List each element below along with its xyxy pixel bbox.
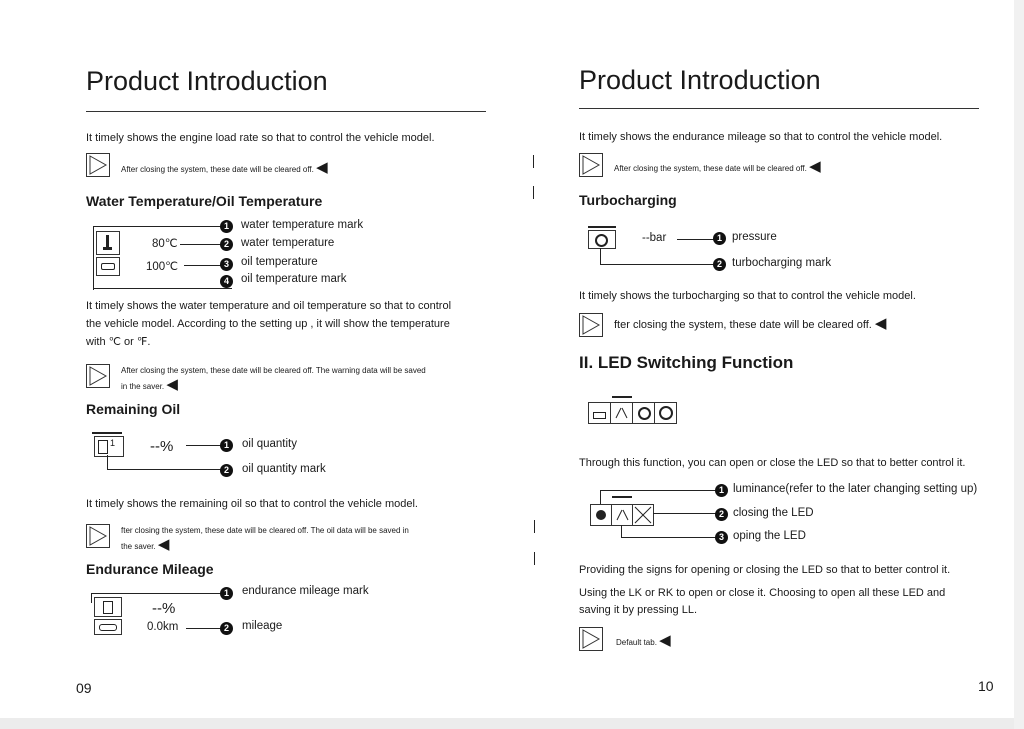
gutter-mark (533, 155, 534, 168)
remaining-oil-note-line-1: fter closing the system, these date will be cleared off. The oil data will be saved in (121, 526, 409, 535)
led-desc-line-3: Using the LK or RK to open or close it. Choosing to open all these LED and (579, 587, 946, 599)
endurance-value: --% (152, 600, 176, 617)
left-page-title: Product Introduction (86, 66, 328, 96)
water-oil-desc-line-1: It timely shows the water temperature and oil temperature so that to control (86, 300, 452, 312)
number-marker-1: 1 (220, 587, 233, 600)
remaining-oil-desc: It timely shows the remaining oil so that to control the vehicle model. (86, 498, 418, 510)
number-marker-2: 2 (220, 238, 233, 251)
label-oil-quantity: oil quantity (242, 438, 297, 450)
right-intro-text: It timely shows the endurance mileage so that to control the vehicle model. (579, 131, 943, 143)
number-marker-3: 3 (715, 531, 728, 544)
label-water-temperature-mark: water temperature mark (241, 219, 364, 231)
led-icon-strip (588, 396, 680, 426)
note-play-icon (86, 153, 110, 177)
triangle-marker-icon: ◀ (157, 536, 170, 553)
turbo-icon (588, 230, 616, 249)
number-marker-3: 3 (220, 258, 233, 271)
led-seat-icon (588, 402, 611, 424)
left-page-number: 09 (76, 680, 92, 696)
default-tab-note: Default tab. ◀ (616, 632, 671, 649)
label-water-temperature: water temperature (241, 237, 335, 249)
right-title-rule (579, 108, 979, 109)
led-desc-line-1: Through this function, you can open or close the LED so that to better control it. (579, 457, 966, 469)
triangle-marker-icon: ◀ (316, 159, 328, 176)
note-play-icon (579, 313, 603, 337)
led-fan-icon (632, 402, 655, 424)
fuel-pump-icon (94, 597, 122, 617)
right-page-number: 10 (978, 678, 994, 694)
remaining-oil-heading: Remaining Oil (86, 401, 181, 417)
led-opening-icon (632, 504, 654, 526)
turbocharging-note: fter closing the system, these date will be cleared off. ◀ (614, 315, 887, 332)
led-switching-heading: II. LED Switching Function (579, 353, 794, 372)
led-desc-line-4: saving it by pressing LL. (579, 604, 698, 616)
fuel-pump-icon: 1 (94, 436, 124, 457)
water-oil-desc-line-2: the vehicle model. According to the setting up , it will show the temperature (86, 318, 450, 330)
left-note-1: After closing the system, these date will be cleared off. ◀ (121, 159, 328, 176)
number-marker-2: 2 (220, 464, 233, 477)
gutter-mark (534, 520, 535, 533)
triangle-marker-icon: ◀ (166, 376, 178, 393)
right-note-1: After closing the system, these date will be cleared off. ◀ (614, 158, 821, 175)
number-marker-2: 2 (713, 258, 726, 271)
led-luminance-icon (590, 504, 612, 526)
pressure-value: --bar (642, 232, 667, 244)
label-oil-temperature: oil temperature (241, 256, 318, 268)
led-desc-line-2: Providing the signs for opening or closing the LED so that to better control it. (579, 564, 951, 576)
water-oil-note-line-2: in the saver. ◀ (121, 376, 178, 393)
label-oil-temperature-mark: oil temperature mark (241, 273, 347, 285)
label-endurance-mileage-mark: endurance mileage mark (242, 585, 369, 597)
label-opening-led: oping the LED (733, 530, 806, 542)
page-right-edge (1014, 0, 1024, 729)
oil-temperature-value: 100℃ (146, 261, 179, 273)
remaining-oil-diagram (86, 430, 386, 480)
label-mileage: mileage (242, 620, 283, 632)
note-play-icon (579, 627, 603, 651)
water-temperature-value: 80℃ (152, 238, 178, 250)
led-diagram (588, 482, 988, 547)
mileage-value: 0.0km (147, 621, 179, 633)
page-bottom-band (0, 718, 1024, 729)
turbocharging-desc: It timely shows the turbocharging so that to control the vehicle model. (579, 290, 916, 302)
endurance-mileage-heading: Endurance Mileage (86, 561, 214, 577)
label-turbocharging-mark: turbocharging mark (732, 257, 832, 269)
number-marker-1: 1 (220, 220, 233, 233)
led-switch-icon (610, 402, 633, 424)
gutter-mark (534, 552, 535, 565)
car-icon (94, 619, 122, 635)
triangle-marker-icon: ◀ (659, 632, 671, 649)
number-marker-1: 1 (715, 484, 728, 497)
note-play-icon (86, 364, 110, 388)
note-play-icon (86, 524, 110, 548)
turbocharging-diagram (586, 226, 886, 274)
left-intro-text: It timely shows the engine load rate so that to control the vehicle model. (86, 132, 435, 144)
water-temperature-icon (96, 231, 120, 255)
number-marker-1: 1 (713, 232, 726, 245)
water-oil-desc-line-3: with ℃ or ℉. (86, 336, 151, 348)
oil-quantity-value: --% (150, 438, 174, 455)
right-page-title: Product Introduction (579, 65, 821, 95)
number-marker-4: 4 (220, 275, 233, 288)
water-oil-diagram (86, 214, 466, 290)
triangle-marker-icon: ◀ (874, 315, 887, 332)
triangle-marker-icon: ◀ (809, 158, 821, 175)
remaining-oil-note-line-2: the saver. ◀ (121, 536, 170, 553)
gutter-mark (533, 186, 534, 199)
water-oil-note-line-1: After closing the system, these date will be cleared off. The warning data will be saved (121, 366, 426, 375)
label-oil-quantity-mark: oil quantity mark (242, 463, 326, 475)
number-marker-2: 2 (220, 622, 233, 635)
label-luminance: luminance(refer to the later changing setting up) (733, 483, 978, 495)
water-oil-heading: Water Temperature/Oil Temperature (86, 193, 323, 209)
label-pressure: pressure (732, 231, 777, 243)
number-marker-1: 1 (220, 439, 233, 452)
led-closing-icon (611, 504, 633, 526)
left-title-rule (86, 111, 486, 112)
endurance-mileage-diagram (86, 585, 406, 645)
led-gear-icon (654, 402, 677, 424)
oil-temperature-icon (96, 257, 120, 276)
number-marker-2: 2 (715, 508, 728, 521)
label-closing-led: closing the LED (733, 507, 814, 519)
note-play-icon (579, 153, 603, 177)
turbocharging-heading: Turbocharging (579, 192, 677, 208)
